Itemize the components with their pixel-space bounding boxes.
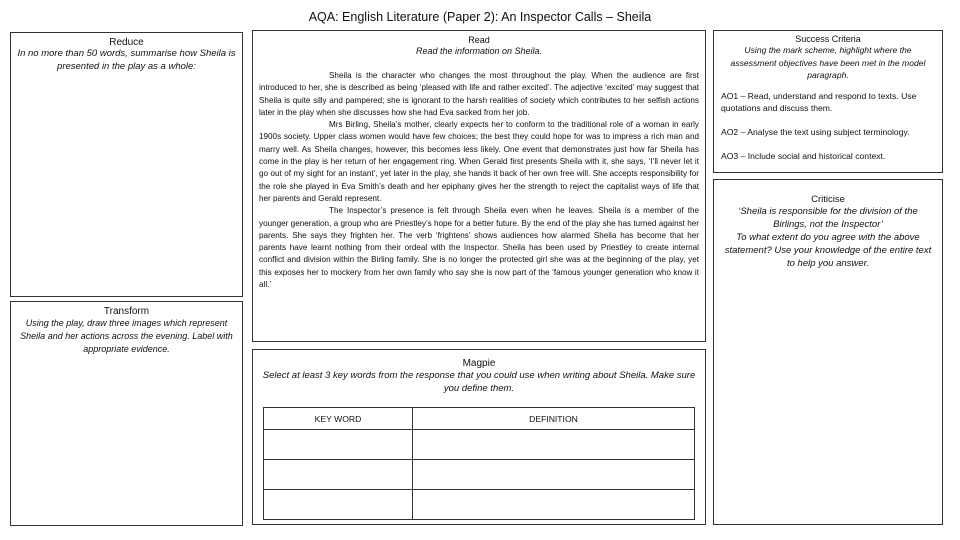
definition-cell[interactable] xyxy=(413,460,695,490)
page-title: AQA: English Literature (Paper 2): An Inspector Calls – Sheila xyxy=(308,10,652,24)
criticise-box xyxy=(713,179,943,525)
criticise-question: To what extent do you agree with the above statement? Use your knowledge of the entire text to help you answer. xyxy=(724,232,932,269)
success-instruction: Using the mark scheme, highlight where the assessment objectives have been met in the model paragraph. xyxy=(730,45,926,80)
definition-cell[interactable] xyxy=(413,430,695,460)
reduce-instruction: In no more than 50 words, summarise how Sheila is presented in the play as a whole: xyxy=(17,48,236,72)
keyword-cell[interactable] xyxy=(264,430,413,460)
read-paragraph-2: Mrs Birling, Sheila’s mother, clearly expects her to conform to the traditional role of a woman in early 1900s society. Upper class women would have few choices; the best they could hope for was to impress a rich man and marry well. As Sheila changes, however, this becomes less likely. One event that demonstrates just how far Sheila has come in the play is her return of her engagement ring. When Gerald first presents Sheila with it, she says, ‘I’ll never let it go out of my sight for an instant’, yet later in the play, she hands it back of her own free will. She accepts responsibility for the role she played in Eva Smith’s death and her epiphany gives her the strength to reject the capitalist ways of life that her parents and Gerald represent. xyxy=(259,120,699,203)
definition-cell[interactable] xyxy=(413,490,695,520)
read-paragraph-1: Sheila is the character who changes the most throughout the play. When the audience are first introduced to her, she is described as being ‘pleased with life and rather excited’. The adjective ‘excited’ may suggest that Sheila is quite silly and pampered; she is ignorant to the harsh realities of society which contributes to her selfish actions later in the play when she discusses how she had Eva sacked from her job. xyxy=(259,71,699,117)
transform-heading: Transform xyxy=(103,306,150,317)
reduce-box xyxy=(10,32,243,297)
read-box xyxy=(252,30,706,342)
keyword-column-header: KEY WORD xyxy=(264,408,413,430)
success-heading: Success Criteria xyxy=(795,34,861,44)
definition-column-header: DEFINITION xyxy=(413,408,695,430)
read-paragraph-3: The Inspector’s presence is felt through Sheila even when he leaves. Sheila is a member of the younger generation, a group who are Priestley’s hope for a better future. By the end of the play she has turned against her parents. She says they frighten her. The verb ‘frightens’ shows audiences how alarmed Sheila has become that her parents have learnt nothing from their ordeal with the Inspector. Sheila has been used by Priestley to create internal conflict and division within the Birling family. She is no longer the protected girl she was at the beginning of the play, yet this exposes her to mockery from her own family who say she is now part of the ‘famous younger generation who know it all.’ xyxy=(259,206,699,290)
keyword-cell[interactable] xyxy=(264,460,413,490)
magpie-box xyxy=(252,349,706,525)
reduce-heading: Reduce xyxy=(109,37,144,48)
keyword-table xyxy=(263,407,695,520)
read-heading: Read xyxy=(468,35,490,45)
keyword-cell[interactable] xyxy=(264,490,413,520)
magpie-instruction: Select at least 3 key words from the response that you could use when writing about Sheila. Make sure you define them. xyxy=(262,370,696,394)
keyword-table-header xyxy=(264,408,695,430)
read-instruction: Read the information on Sheila. xyxy=(415,46,543,56)
criticise-heading: Criticise xyxy=(811,194,845,205)
table-row xyxy=(264,490,695,520)
table-row xyxy=(264,460,695,490)
criteria-item-ao3: AO3 – Include social and historical context. xyxy=(721,151,886,162)
criteria-item-ao2: AO2 – Analyse the text using subject terminology. xyxy=(721,127,910,138)
success-criteria-box xyxy=(713,30,943,173)
criteria-item-ao1: AO1 – Read, understand and respond to texts. Use quotations and discuss them. xyxy=(721,90,917,113)
transform-instruction: Using the play, draw three images which represent Sheila and her actions across the evening. Label with appropriate evidence. xyxy=(20,318,233,354)
criticise-quote: ‘Sheila is responsible for the division of the Birlings, not the Inspector’ xyxy=(738,206,918,230)
table-row xyxy=(264,430,695,460)
transform-box xyxy=(10,301,243,526)
magpie-heading: Magpie xyxy=(462,358,496,369)
